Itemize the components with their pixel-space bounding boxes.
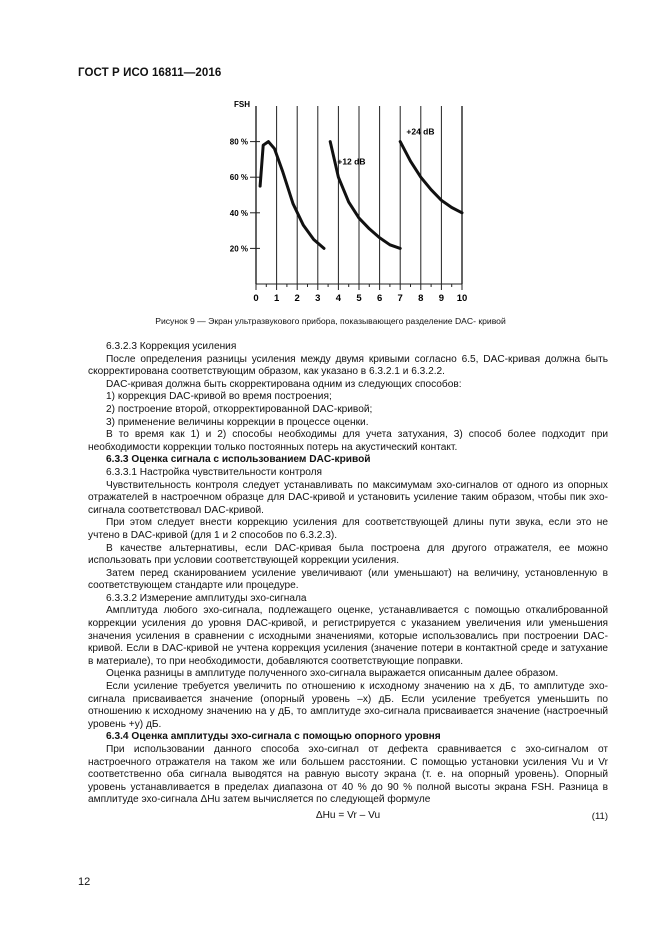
paragraph: В то время как 1) и 2) способы необходимы для учета затухания, 3) способ более подходит при необходимости коррекции только постоянных потерь на акустический контакт. xyxy=(88,429,608,453)
formula-number: (11) xyxy=(591,810,608,822)
section-heading: 6.3.4 Оценка амплитуды эхо-сигнала с помощью опорного уровня xyxy=(106,731,441,743)
list-item: 2) построение второй, откорректированной DAC-кривой; xyxy=(106,403,373,415)
y-axis-title: FSH xyxy=(234,100,250,109)
body-text xyxy=(88,341,608,824)
curve-annotation: +12 dB xyxy=(337,156,366,167)
paragraph: Если усиление требуется увеличить по отношению к исходному значению на x дБ, то амплитуде эхо-сигнала присваивается значение (опорный уровень –x) дБ. Если усиление требуется уменьшить по отношению к исходному значению на y дБ, то амплитуде эхо-сигнала присваивается значение (настроечный уровень +y) дБ. xyxy=(88,681,608,730)
paragraph: Затем перед сканированием усиление увеличивают (или уменьшают) на величину, установленную в соответствующем стандарте или процедуре. xyxy=(88,567,608,592)
section-heading: 6.3.3.1 Настройка чувствительности контроля xyxy=(106,466,322,478)
y-tick-label: 60 % xyxy=(229,173,248,183)
figure-caption: Рисунок 9 — Экран ультразвукового прибора, показывающего разделение DAC- кривой xyxy=(155,316,506,326)
formula-expression: ΔHu = Vr – Vu xyxy=(315,809,381,821)
section-heading: 6.3.2.3 Коррекция усиления xyxy=(106,341,237,352)
x-tick-label: 2 xyxy=(294,293,300,304)
formula xyxy=(88,810,608,824)
x-tick-label: 1 xyxy=(273,293,280,304)
list-item: 1) коррекция DAC-кривой во время построения; xyxy=(106,391,332,403)
section-heading: 6.3.3 Оценка сигнала с использованием DAC-кривой xyxy=(106,454,371,466)
x-tick-label: 9 xyxy=(438,293,445,304)
x-axis-labels xyxy=(253,293,467,304)
document-header: ГОСТ Р ИСО 16811—2016 xyxy=(78,67,222,79)
y-tick-label: 80 % xyxy=(229,137,248,147)
y-tick-label: 20 % xyxy=(229,244,248,254)
paragraph: Амплитуда любого эхо-сигнала, подлежащего оценке, устанавливается с помощью откалиброванной коррекции усиления до уровня DAC-кривой, и регистрируется с указанием увеличения или уменьшения значения усиления в сравнении с исходными значениями, которые использовались при построении DAC-кривой. Если в DAC-кривой не учтена коррекция усиления (значение потери в контактной среде и затухание в материале), то при необходимости, добавляются соответствующие поправки. xyxy=(88,605,608,667)
paragraph: В качестве альтернативы, если DAC-кривая была построена для другого отражателя, ее можно использовать при условии соответствующей коррекции усиления. xyxy=(88,542,608,567)
paragraph: Чувствительность контроля следует устанавливать по максимумам эхо-сигналов от одного из опорных отражателей в настроечном образце для DAC-кривой и установить усиление таким образом, чтобы пик эхо-сигнала соответствовал DAC-кривой. xyxy=(88,479,608,516)
y-tick-label: 40 % xyxy=(229,208,248,218)
x-tick-label: 8 xyxy=(418,293,424,304)
curve-annotation: +24 dB xyxy=(406,126,435,137)
list-item: 3) применение величины коррекции в процессе оценки. xyxy=(106,416,369,428)
series-line xyxy=(400,142,462,213)
paragraph: После определения разницы усиления между двумя кривыми согласно 6.5, DAC-кривая должна быть скорректирована соответствующим образом, как указано в 6.3.2.1 и 6.3.2.2. xyxy=(88,353,608,378)
paragraph: При этом следует внести коррекцию усиления для соответствующей длины пути звука, если это не учтено в DAC-кривой (для 1 и 2 способов по 6.3.2.3). xyxy=(88,517,608,541)
page-number: 12 xyxy=(78,876,91,888)
x-tick-label: 0 xyxy=(253,293,259,304)
y-axis-labels xyxy=(230,100,250,253)
paragraph: При использовании данного способа эхо-сигнал от дефекта сравнивается с эхо-сигналом от настроечного отражателя на таком же или большем расстоянии. С помощью установки усиления Vu и Vr соответственно оба сигнала выводятся на равную высоту экрана (т. е. на опорный уровень). Опорный уровень устанавливается в пределах диапазона от 40 % до 90 % полной высоты экрана FSH. Разница в амплитуде эхо-сигнала ΔHu затем вычисляется по следующей формуле xyxy=(88,744,608,806)
x-tick-label: 7 xyxy=(397,293,403,304)
x-tick-label: 3 xyxy=(315,293,321,304)
x-tick-label: 6 xyxy=(376,293,383,304)
section-heading: 6.3.3.2 Измерение амплитуды эхо-сигнала xyxy=(106,592,307,604)
x-tick-label: 5 xyxy=(356,293,362,304)
paragraph: Оценка разницы в амплитуде полученного эхо-сигнала выражается описанным далее образом. xyxy=(106,668,559,680)
dac-curve-chart xyxy=(0,0,661,312)
series-line xyxy=(260,142,324,249)
paragraph: DAC-кривая должна быть скорректирована одним из следующих способов: xyxy=(106,378,462,390)
chart-annotations xyxy=(337,126,434,166)
x-tick-label: 4 xyxy=(335,293,342,304)
x-tick-label: 10 xyxy=(456,293,468,304)
